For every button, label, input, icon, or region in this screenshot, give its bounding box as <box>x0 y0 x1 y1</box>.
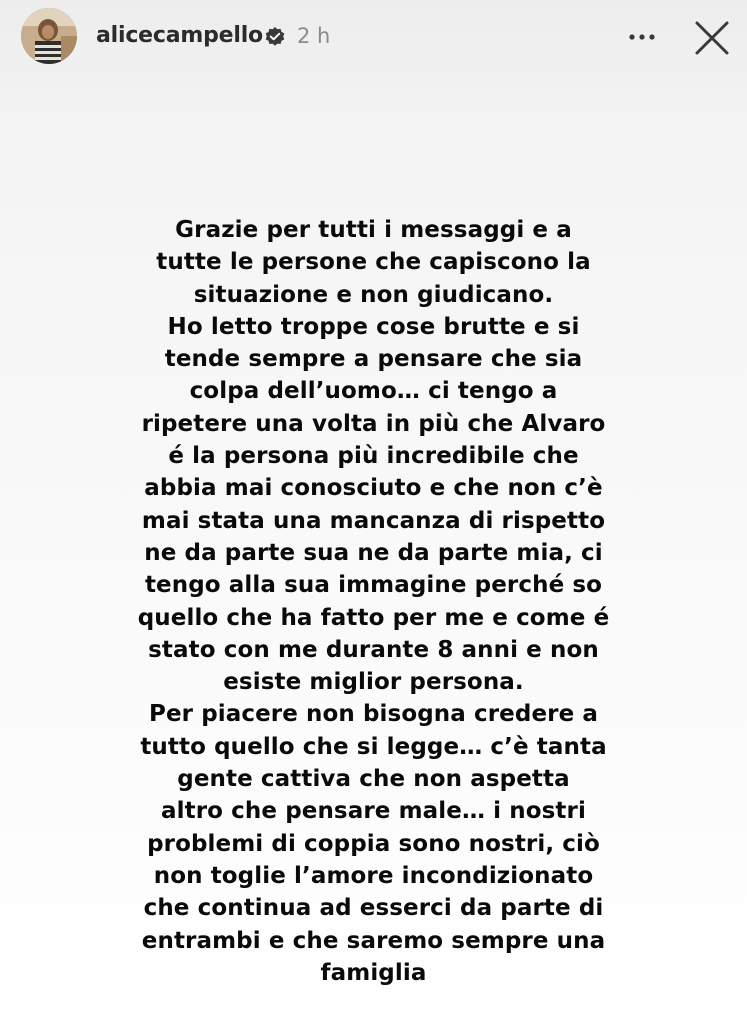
verified-badge-icon <box>264 26 286 48</box>
story-text: Grazie per tutti i messaggi e a tutte le persone che capiscono la situazione e non giudicano. Ho letto troppe cose brutte e si tende sempre a pensare che sia colpa dell’uomo… ci tengo a ripetere una volta in più che Alvaro é la persona più incredibile che abbia mai conosciuto e che non c’è mai stata una mancanza di rispetto ne da parte sua ne da parte mia, ci tengo alla sua immagine perché so quello che ha fatto per me e come é stato con me durante 8 anni e non esiste miglior persona. Per piacere non bisogna credere a tutto quello che si legge… c’è tanta gente cattiva che non aspetta altro che pensare male… i nostri problemi di coppia sono nostri, ciò non toglie l’amore incondizionato che continua ad esserci da parte di entrambi e che saremo sempre una famiglia <box>137 217 610 986</box>
avatar[interactable] <box>21 8 77 64</box>
more-options-icon[interactable] <box>624 22 660 52</box>
timestamp: 2 h <box>297 24 331 48</box>
story-header <box>0 0 747 75</box>
close-icon[interactable] <box>692 18 732 58</box>
username[interactable]: alicecampello <box>96 23 263 48</box>
